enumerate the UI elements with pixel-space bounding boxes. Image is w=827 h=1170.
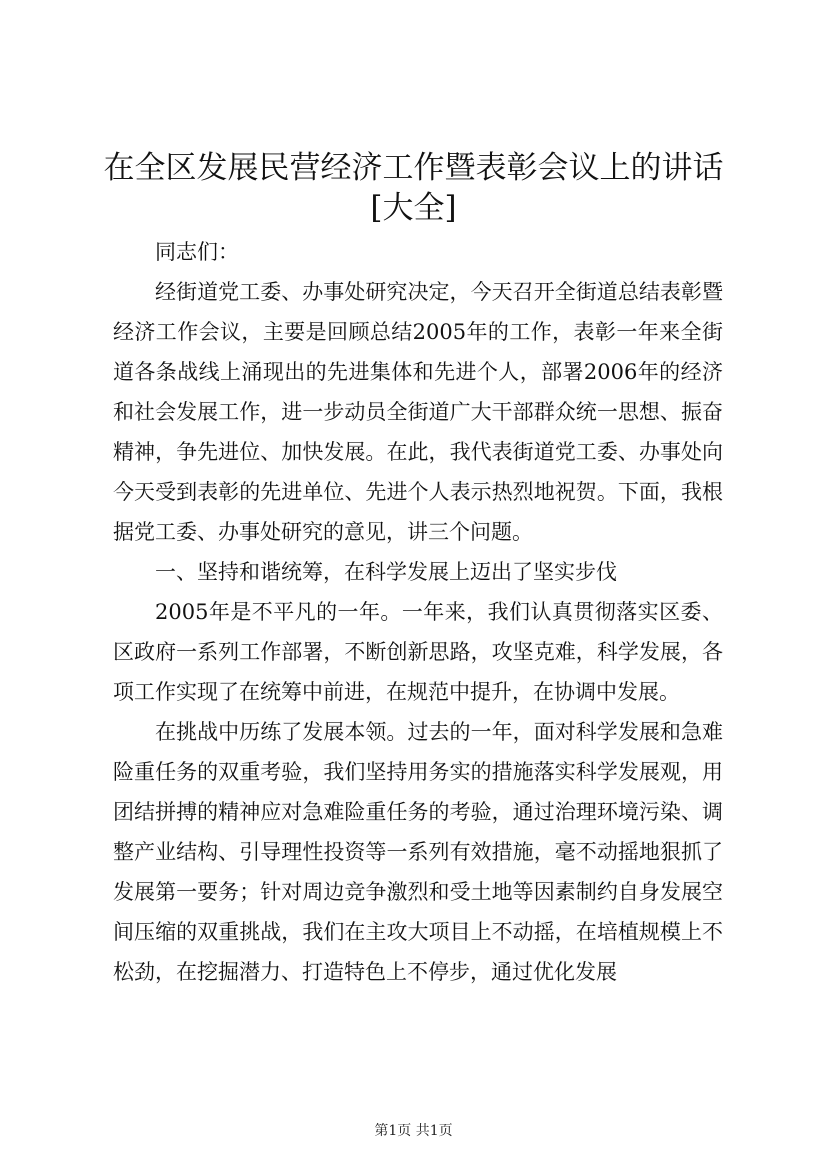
- body-paragraph-2: 2005年是不平凡的一年。一年来，我们认真贯彻落实区委、区政府一系列工作部署，不断创新思路，攻坚克难，科学发展，各项工作实现了在统筹中前进，在规范中提升，在协调中发展。: [113, 600, 723, 704]
- body-paragraph-1: 经街道党工委、办事处研究决定，今天召开全街道总结表彰暨经济工作会议，主要是回顾总结2005年的工作，表彰一年来全街道各条战线上涌现出的先进集体和先进个人，部署2006年的经济和社会发展工作，进一步动员全街道广大干部群众统一思想、振奋精神，争先进位、加快发展。在此，我代表街道党工委、办事处向今天受到表彰的先进单位、先进个人表示热烈地祝贺。下面，我根据党工委、办事处研究的意见，讲三个问题。: [113, 280, 723, 544]
- page-footer: 第1页 共1页: [374, 1123, 453, 1139]
- document-title-line-2: [大全]: [370, 190, 457, 226]
- salutation-paragraph: 同志们：: [155, 240, 239, 264]
- document-title-line-1: 在全区发展民营经济工作暨表彰会议上的讲话: [103, 150, 724, 186]
- section-heading-1: 一、坚持和谐统筹，在科学发展上迈出了坚实步伐: [155, 560, 617, 584]
- body-paragraph-3: 在挑战中历练了发展本领。过去的一年，面对科学发展和急难险重任务的双重考验，我们坚持用务实的措施落实科学发展观，用团结拼搏的精神应对急难险重任务的考验，通过治理环境污染、调整产业结构、引导理性投资等一系列有效措施，毫不动摇地狠抓了发展第一要务；针对周边竞争激烈和受土地等因素制约自身发展空间压缩的双重挑战，我们在主攻大项目上不动摇，在培植规模上不松劲，在挖掘潜力、打造特色上不停步，通过优化发展: [113, 720, 723, 984]
